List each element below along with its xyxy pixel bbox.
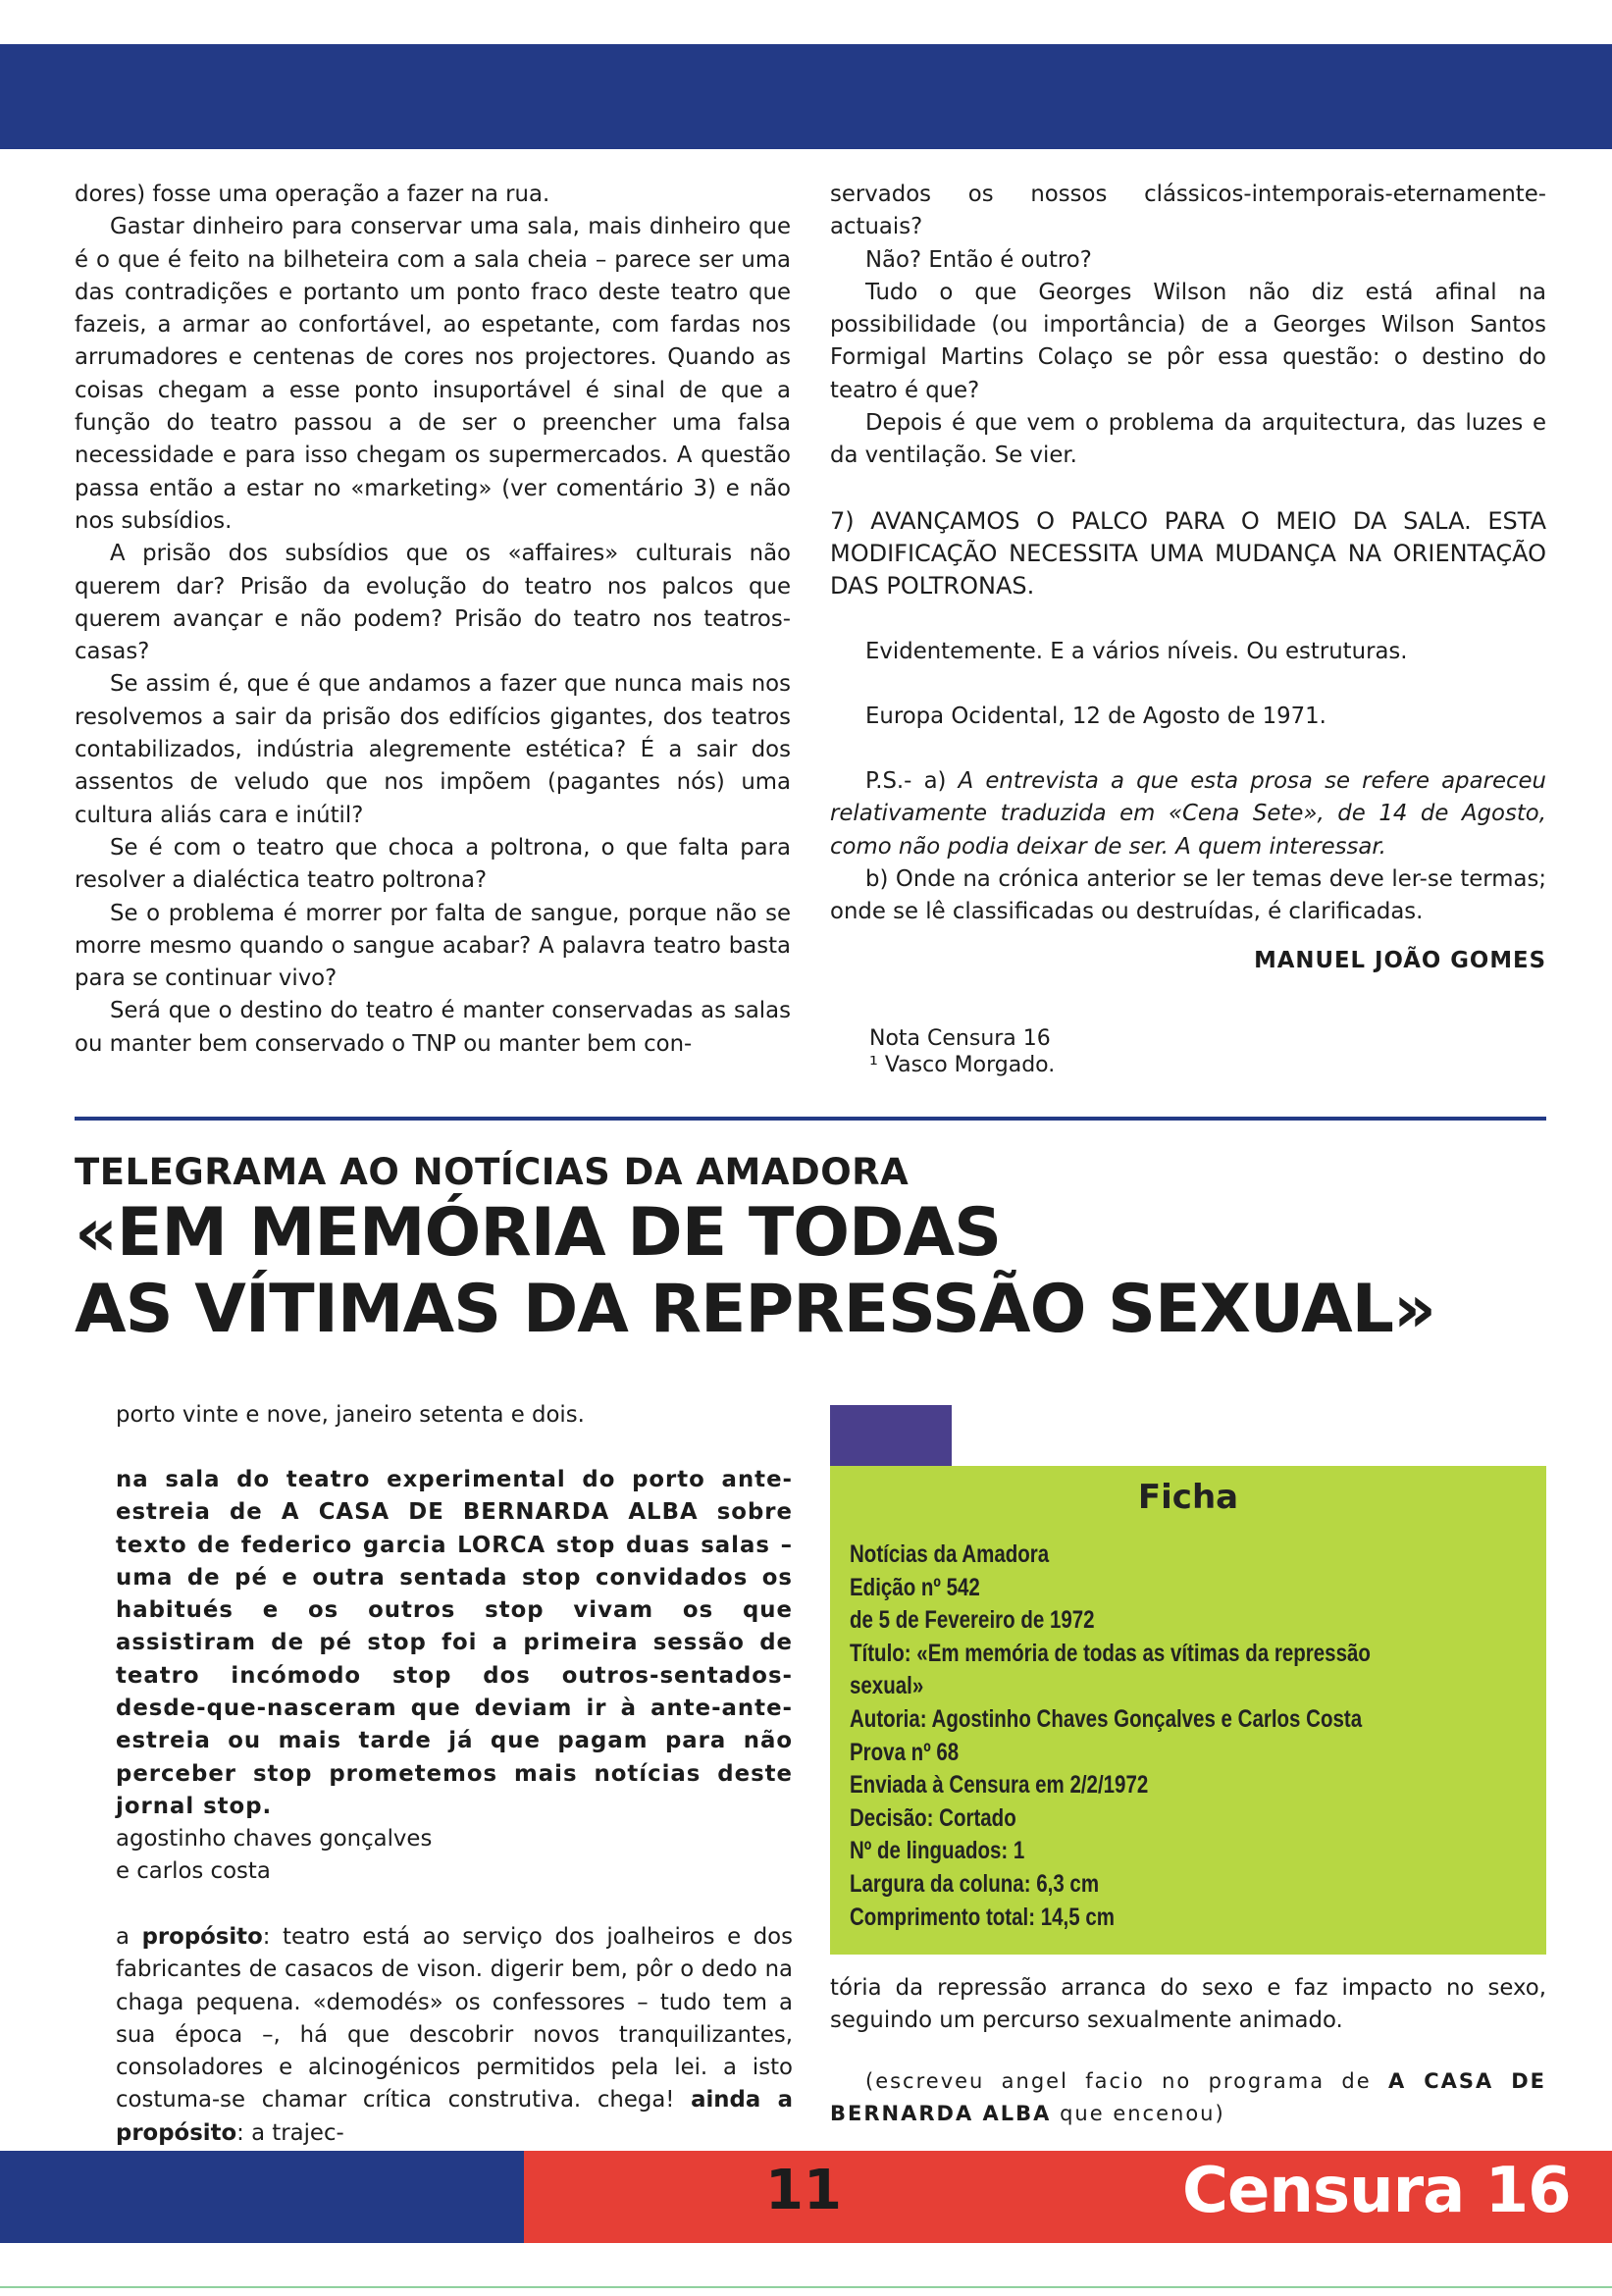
- ficha-line: Decisão: Cortado: [850, 1803, 1016, 1832]
- top-color-band: [0, 44, 1612, 149]
- ficha-line: Autoria: Agostinho Chaves Gonçalves e Carlos Costa: [850, 1704, 1363, 1733]
- section-divider: [75, 1117, 1546, 1121]
- paragraph: Europa Ocidental, 12 de Agosto de 1971.: [865, 703, 1326, 729]
- page-number: 11: [765, 2159, 842, 2222]
- paragraph: dores) fosse uma operação a fazer na rua.: [75, 182, 550, 207]
- bottom-edge-line: [0, 2286, 1612, 2288]
- ficha-box: [830, 1466, 1546, 1955]
- ainda-text: : a trajec-: [236, 2119, 344, 2146]
- ps-label: P.S.- a): [865, 768, 959, 795]
- magazine-brand: Censura 16: [1182, 2155, 1571, 2227]
- credit-bold: A CASA DE BERNARDA ALBA: [830, 2068, 1546, 2125]
- ficha-line: Notícias da Amadora: [850, 1540, 1050, 1568]
- paragraph: A prisão dos subsídios que os «affaires» culturais não querem dar? Prisão da evolução do teatro nos palcos que querem avançar e não podem? Prisão do teatro nos teatros-casas?: [75, 541, 791, 665]
- headline-line: AS VÍTIMAS DA REPRESSÃO SEXUAL»: [75, 1271, 1435, 1348]
- author-line: e carlos costa: [116, 1858, 271, 1885]
- paragraph: Se assim é, que é que andamos a fazer que nunca mais nos resolvemos a sair da prisão dos edifícios gigantes, dos teatros contabilizados, indústria alegremente estética? É a sair dos assentos de veludo que nos impõem (pagantes nós) uma cultura aliás cara e inútil?: [75, 671, 791, 828]
- paragraph: Tudo o que Georges Wilson não diz está afinal na possibilidade (ou importância) de a Georges Wilson Santos Formigal Martins Colaço se pôr essa questão: o destino do teatro é que?: [830, 279, 1546, 403]
- ficha-body: [850, 1539, 1405, 1934]
- note-title: Nota Censura 16: [869, 1026, 1051, 1051]
- credit-post: que encenou): [1051, 2101, 1225, 2125]
- telegram-authors: [116, 1823, 793, 1889]
- paragraph: Se é com o teatro que choca a poltrona, o que falta para resolver a dialéctica teatro poltrona?: [75, 834, 791, 894]
- footer-blue-band: [0, 2151, 524, 2243]
- headline-line: «EM MEMÓRIA DE TODAS: [75, 1194, 1002, 1272]
- proposito-text: : teatro está ao serviço dos joalheiros e dos fabricantes de casacos de vison. digerir bem, pôr o dedo na chaga pequena. «demodés» os confessores – tudo tem a sua época –, há que descobrir novos tranquilizantes, consoladores e alcinogénicos permitidos pela lei. a isto costuma-se chamar crítica construtiva. chega!: [116, 1924, 794, 2113]
- paragraph: Se o problema é morrer por falta de sangue, porque não se morre mesmo quando o sangue acabar? A palavra teatro basta para se continuar vivo?: [75, 900, 791, 992]
- article-headline: [75, 1195, 1435, 1348]
- ficha-line: sexual»: [850, 1672, 924, 1700]
- ficha-line: Enviada à Censura em 2/2/1972: [850, 1771, 1149, 1800]
- program-credit: [830, 2065, 1546, 2131]
- ficha-line: Título: «Em memória de todas as vítimas da repressão: [850, 1639, 1371, 1667]
- left-column: [75, 179, 791, 1061]
- proposito-label: propósito: [141, 1924, 263, 1950]
- right-column: [830, 179, 1546, 977]
- proposito-pre: a: [116, 1924, 142, 1950]
- ficha-line: de 5 de Fevereiro de 1972: [850, 1606, 1095, 1635]
- ficha-line: Edição nº 542: [850, 1573, 980, 1601]
- censorship-note: [869, 1025, 1055, 1078]
- paragraph: Será que o destino do teatro é manter conservadas as salas ou manter bem conservado o TNP ou manter bem con-: [75, 998, 791, 1057]
- ficha-line: Prova nº 68: [850, 1738, 960, 1766]
- postscript: [830, 765, 1546, 863]
- paragraph: Não? Então é outro?: [865, 246, 1092, 273]
- paragraph: tória da repressão arranca do sexo e faz impacto no sexo, seguindo um percurso sexualmente animado.: [830, 1975, 1546, 2034]
- paragraph: Evidentemente. E a vários níveis. Ou estruturas.: [865, 638, 1408, 664]
- article-continuation: [830, 1972, 1546, 2130]
- author-signature: MANUEL JOÃO GOMES: [1254, 947, 1546, 973]
- proposito-paragraph: [116, 1921, 793, 2150]
- paragraph: Gastar dinheiro para conservar uma sala, mais dinheiro que é o que é feito na bilheteira com a sala cheia – parece ser uma das contradições e portanto um ponto fraco deste teatro que fazeis, a armar ao confortável, ao espetante, com fardas nos arrumadores e centenas de cores nos projectores. Quando as coisas chegam a esse ponto insuportável é sinal de que a função do teatro passou a de ser o preencher uma falsa necessidade e para isso chegam os supermercados. A questão passa então a estar no «marketing» (ver comentário 3) e não nos subsídios.: [75, 214, 791, 534]
- ps-text: A entrevista a que esta prosa se refere apareceu relativamente traduzida em «Cena Sete», de 14 de Agosto, como não podia deixar de ser. A quem interessar.: [830, 768, 1546, 860]
- ainda-label: ainda a propósito: [116, 2087, 793, 2146]
- ficha-line: Largura da coluna: 6,3 cm: [850, 1869, 1100, 1898]
- author-line: agostinho chaves gonçalves: [116, 1826, 433, 1852]
- postscript-b: b) Onde na crónica anterior se ler temas deve ler-se termas; onde se lê classificadas ou destruídas, é clarificadas.: [830, 866, 1546, 925]
- section-heading: 7) AVANÇAMOS O PALCO PARA O MEIO DA SALA. ESTA MODIFICAÇÃO NECESSITA UMA MUDANÇA NA ORIENTAÇÃO DAS POLTRONAS.: [830, 506, 1546, 600]
- credit-pre: (escreveu angel facio no programa de: [865, 2068, 1388, 2093]
- note-footnote: ¹ Vasco Morgado.: [869, 1053, 1056, 1077]
- article-kicker: TELEGRAMA AO NOTÍCIAS DA AMADORA: [75, 1151, 910, 1193]
- ficha-title: Ficha: [1137, 1478, 1239, 1517]
- paragraph: Depois é que vem o problema da arquitectura, das luzes e da ventilação. Se vier.: [830, 410, 1546, 469]
- telegram-text: na sala do teatro experimental do porto ante-estreia de A CASA DE BERNARDA ALBA sobre texto de federico garcia LORCA stop duas salas – uma de pé e outra sentada stop convidados os habitués e os outros stop vivam os que assistiram de pé stop foi a primeira sessão de teatro incómodo stop dos outros-sentados-desde-que-nasceram que deviam ir à ante-ante-estreia ou mais tarde já que pagam para não perceber stop prometemos mais notícias deste jornal stop.: [116, 1467, 793, 1819]
- ficha-line: Comprimento total: 14,5 cm: [850, 1903, 1115, 1931]
- paragraph: servados os nossos clássicos-intemporais-eternamente-actuais?: [830, 182, 1546, 240]
- ficha-line: Nº de linguados: 1: [850, 1837, 1025, 1865]
- telegram-dateline: porto vinte e nove, janeiro setenta e dois.: [116, 1402, 585, 1428]
